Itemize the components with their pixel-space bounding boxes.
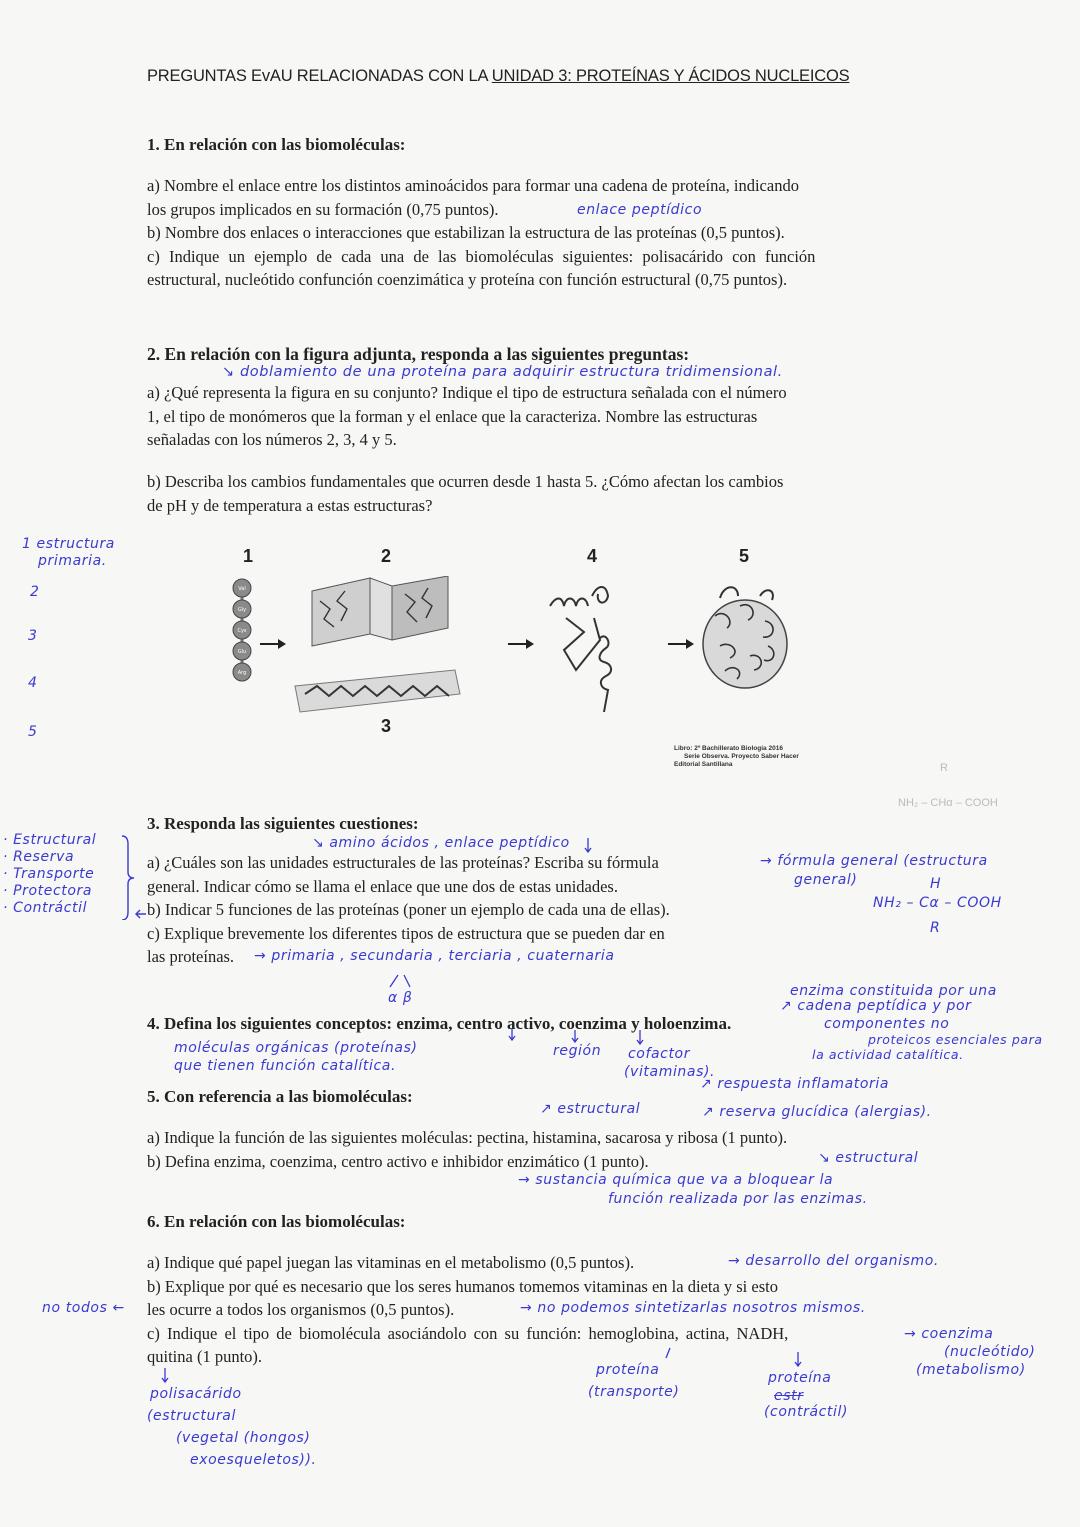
credit-line3: Editorial Santillana: [674, 761, 733, 768]
hw-struck-word: estr: [774, 1388, 804, 1404]
hw-doblamiento: ↘ doblamiento de una proteína para adquirir estructura tridimensional.: [222, 364, 783, 380]
hw-no-podemos: → no podemos sintetizarlas nosotros mismos.: [520, 1300, 866, 1316]
hw-ribosa-estructural: ↘ estructural: [818, 1150, 919, 1166]
aa-label-4: Glu: [237, 649, 247, 655]
q1-a-line2: los grupos implicados en su formación (0,75 puntos).: [147, 199, 499, 219]
hw-enlace-peptidico: enlace peptídico: [577, 202, 703, 218]
arrow-1-to-2: [260, 639, 286, 649]
hw-transporte: (transporte): [588, 1384, 680, 1400]
aa-label-3: Cys: [237, 628, 247, 634]
hw-arrow-quitina: [162, 1368, 168, 1382]
hw-func-contractil: · Contráctil: [3, 900, 88, 916]
q1-c-line1: c) Indique un ejemplo de cada una de las biomoléculas siguientes: polisacárido con función: [147, 246, 816, 266]
hw-margin-5: 5: [28, 724, 38, 740]
hw-cofactor: cofactor: [628, 1046, 691, 1062]
credit-line1: Libro: 2º Bachillerato Biología 2016: [674, 745, 783, 752]
q1-heading: 1. En relación con las biomoléculas:: [147, 135, 406, 154]
hw-coenzima: → coenzima: [904, 1326, 994, 1342]
q2-heading: 2. En relación con la figura adjunta, responda a las siguientes preguntas:: [147, 344, 690, 364]
aa-label-1: Val: [238, 586, 246, 592]
q2-a-line1: a) ¿Qué representa la figura en su conjunto? Indique el tipo de estructura señalada con el número: [147, 383, 787, 402]
q1-body: [147, 174, 913, 292]
tertiary-structure: [550, 587, 611, 712]
hw-arrow-alfa-beta: [390, 975, 410, 987]
fig-label-1: 1: [243, 546, 254, 566]
bleed-formula: NH₂ – CHα – COOH: [898, 797, 998, 809]
q4-heading: 4. Defina los siguientes conceptos: enzima, centro activo, coenzima y holoenzima.: [147, 1014, 732, 1033]
q6-c-line1: c) Indique el tipo de biomolécula asociándolo con su función: hemoglobina, actina, NADH,: [147, 1323, 789, 1343]
aa-label-5: Arg: [237, 670, 247, 676]
q2-b-line2: de pH y de temperatura a estas estructuras?: [147, 495, 433, 515]
q1-c-line2: estructural, nucleótido confunción coenzimática y proteína con función estructural (0,75 puntos).: [147, 270, 788, 289]
hw-func-reserva: · Reserva: [3, 849, 75, 865]
hw-estructural-quitina: (estructural: [147, 1408, 236, 1424]
q6-b-line1: b) Explique por qué es necesario que los seres humanos tomemos vitaminas en la dieta y si esto: [147, 1276, 778, 1296]
q3-a-line2: general. Indicar cómo se llama el enlace que une dos de estas unidades.: [147, 876, 618, 896]
hw-func-estructural: · Estructural: [3, 832, 97, 848]
hw-alfa-beta: α β: [388, 990, 413, 1006]
q3-b: b) Indicar 5 funciones de las proteínas (poner un ejemplo de cada una de ellas).: [147, 900, 670, 919]
q3-a-line1: a) ¿Cuáles son las unidades estructurales de las proteínas? Escriba su fórmula: [147, 853, 659, 872]
hw-func-transporte: · Transporte: [3, 866, 95, 882]
q1-a-line1: a) Nombre el enlace entre los distintos aminoácidos para formar una cadena de proteína, indicando: [147, 176, 799, 195]
q2-a-line3: señaladas con los números 2, 3, 4 y 5.: [147, 430, 397, 449]
q3-c-line2: las proteínas.: [147, 947, 235, 966]
quaternary-structure: [703, 587, 787, 688]
q6-a: a) Indique qué papel juegan las vitaminas en el metabolismo (0,5 puntos).: [147, 1253, 635, 1272]
hw-estructural-pectina: ↗ estructural: [540, 1101, 641, 1117]
hw-contractil: (contráctil): [764, 1404, 849, 1420]
hw-no-todos: no todos ←: [42, 1300, 125, 1316]
hw-funcion-catalitica: que tienen función catalítica.: [174, 1058, 397, 1074]
hw-respuesta-inflamatoria: ↗ respuesta inflamatoria: [700, 1076, 890, 1092]
page-title: [147, 67, 849, 86]
hw-arrow-q3a: [585, 838, 591, 852]
hw-proteina-2: proteína: [768, 1370, 832, 1386]
q2-a: [147, 381, 913, 452]
pleated-chain-structure: [295, 670, 460, 712]
hw-proteina-1: proteína: [596, 1362, 660, 1378]
hw-metabolismo: (metabolismo): [916, 1362, 1026, 1378]
hw-proteicos: proteicos esenciales para: [868, 1032, 1043, 1047]
hw-functions-list: [3, 832, 96, 917]
q6-b-line2: les ocurre a todos los organismos (0,5 puntos).: [147, 1300, 455, 1319]
hw-tipos-estructura: → primaria , secundaria , terciaria , cuaternaria: [254, 948, 615, 964]
hw-polisacarido: polisacárido: [150, 1386, 242, 1402]
q6-c-line2: quitina (1 punto).: [147, 1347, 263, 1366]
beta-sheet-structure: [312, 576, 448, 646]
arrow-2-to-4: [508, 639, 534, 649]
q6-heading: 6. En relación con las biomoléculas:: [147, 1212, 406, 1231]
q2-a-line2: 1, el tipo de monómeros que la forman y el enlace que la caracteriza. Nombre las estructuras: [147, 406, 758, 426]
hw-exoesqueletos: exoesqueletos)).: [190, 1452, 317, 1468]
hw-formula-general: general): [794, 872, 858, 888]
q2-b: [147, 470, 913, 517]
hw-sustancia-quimica: → sustancia química que va a bloquear la: [518, 1172, 834, 1188]
hw-cadena-peptidica: ↗ cadena peptídica y por: [780, 998, 972, 1014]
hw-margin-primaria: primaria.: [38, 553, 107, 569]
arrow-4-to-5: [668, 639, 694, 649]
figure-credit: [674, 745, 799, 769]
fig-label-4: 4: [587, 546, 598, 566]
hw-region: región: [553, 1043, 602, 1059]
hw-func-protectora: · Protectora: [3, 883, 93, 899]
hw-desarrollo: → desarrollo del organismo.: [728, 1253, 939, 1269]
hw-brace-arrow: [118, 834, 148, 920]
title-prefix: PREGUNTAS EvAU RELACIONADAS CON LA: [147, 67, 492, 85]
hw-amino-acidos: ↘ amino ácidos , enlace peptídico: [312, 835, 570, 851]
q5-heading: 5. Con referencia a las biomoléculas:: [147, 1087, 413, 1106]
hw-moleculas-organicas: moléculas orgánicas (proteínas): [174, 1040, 418, 1056]
hw-vegetal-hongos: (vegetal (hongos): [176, 1430, 311, 1446]
hw-formula-r: R: [930, 920, 941, 936]
q3-heading: 3. Responda las siguientes cuestiones:: [147, 814, 419, 833]
hw-reserva-glucidica: ↗ reserva glucídica (alergias).: [702, 1104, 932, 1120]
hw-formula-h: H: [930, 876, 942, 892]
credit-line2: Serie Observa. Proyecto Saber Hacer: [684, 753, 799, 760]
fig-label-2: 2: [381, 546, 392, 566]
fig-label-3: 3: [381, 716, 392, 736]
hw-vitaminas: (vitaminas).: [624, 1064, 716, 1080]
hw-margin-2: 2: [30, 584, 40, 600]
q2-b-line1: b) Describa los cambios fundamentales que ocurren desde 1 hasta 5. ¿Cómo afectan los cambios: [147, 472, 784, 491]
hw-enzima-constituida: enzima constituida por una: [790, 983, 997, 999]
hw-formula-arrow: → fórmula general (estructura: [760, 853, 988, 869]
hw-actividad-catalitica: la actividad catalítica.: [812, 1047, 964, 1062]
q1-b: b) Nombre dos enlaces o interacciones que estabilizan la estructura de las proteínas (0,5 puntos).: [147, 223, 785, 242]
q5-a: a) Indique la función de las siguientes moléculas: pectina, histamina, sacarosa y ribosa (1 punto).: [147, 1128, 788, 1147]
hw-formula-nh2: NH₂ – Cα – COOH: [873, 895, 1002, 911]
hw-componentes-no: componentes no: [824, 1016, 950, 1032]
hw-funcion-realizada: función realizada por las enzimas.: [608, 1191, 868, 1207]
q3-c-line1: c) Explique brevemente los diferentes tipos de estructura que se pueden dar en: [147, 923, 665, 943]
title-underlined: UNIDAD 3: PROTEÍNAS Y ÁCIDOS NUCLEICOS: [491, 67, 850, 85]
fig-label-5: 5: [739, 546, 750, 566]
hw-margin-4: 4: [28, 675, 38, 691]
bleed-r: R: [940, 762, 948, 774]
hw-nucleotido: (nucleótido): [944, 1344, 1036, 1360]
hw-margin-estructura: 1 estructura: [22, 536, 115, 552]
aa-label-2: Gly: [237, 607, 247, 613]
q5-body: [147, 1126, 917, 1173]
hw-margin-3: 3: [28, 628, 38, 644]
q5-b: b) Defina enzima, coenzima, centro activo e inhibidor enzimático (1 punto).: [147, 1151, 649, 1171]
protein-structure-figure: [220, 576, 820, 726]
